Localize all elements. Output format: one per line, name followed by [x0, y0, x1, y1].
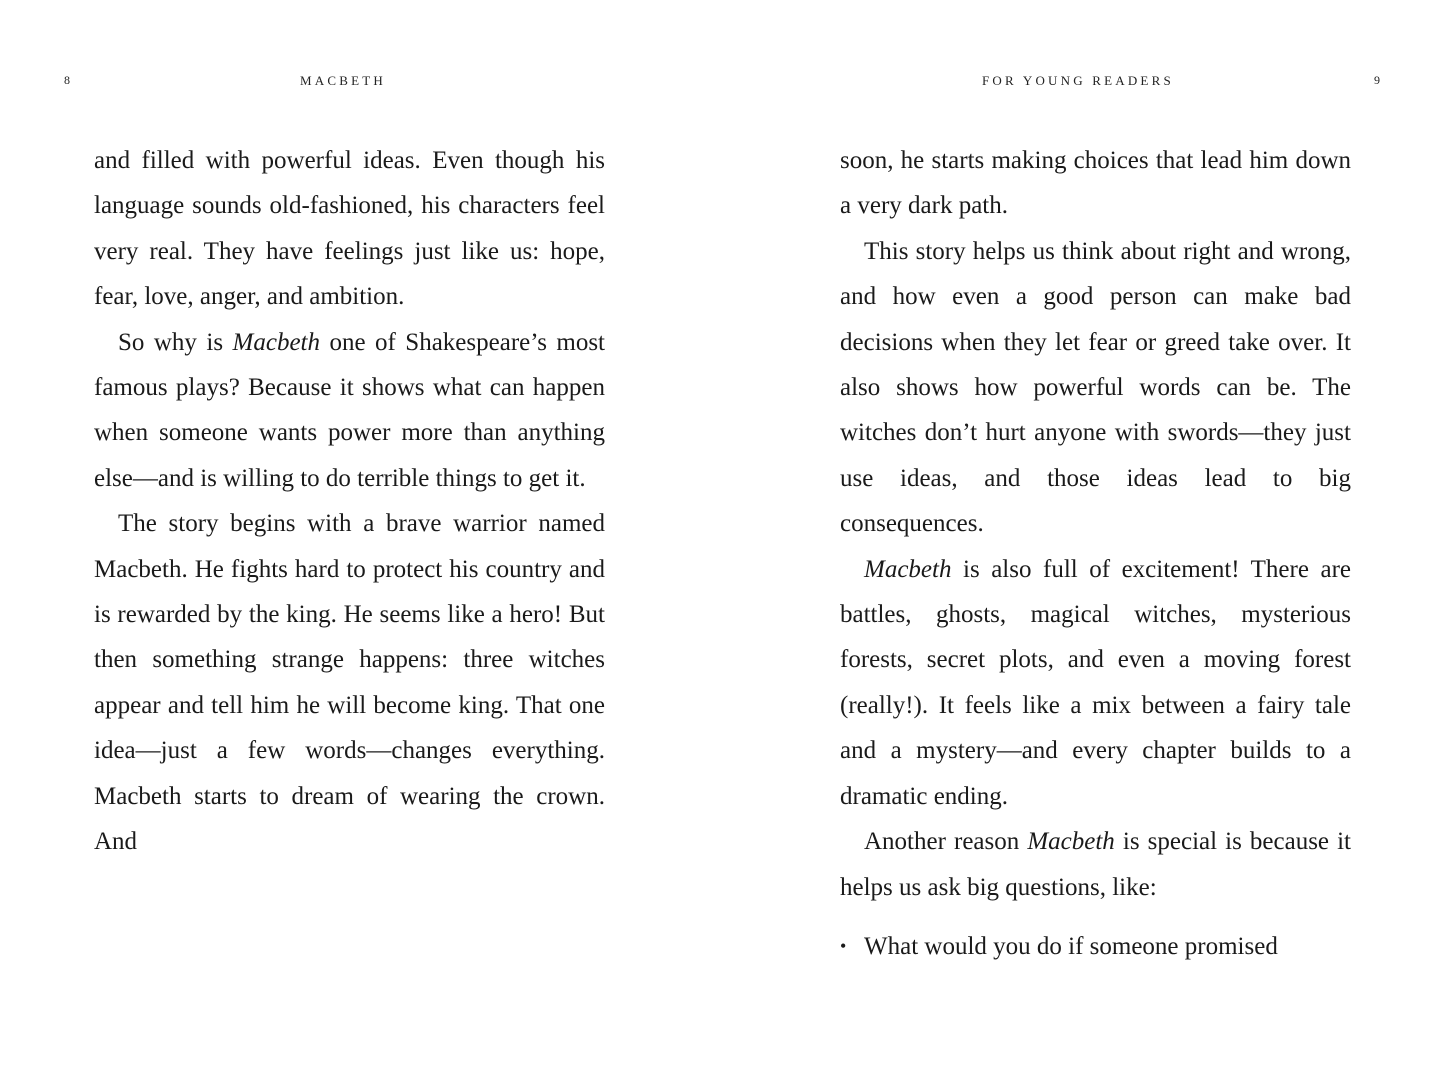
page-number: 8	[64, 73, 70, 87]
paragraph: Another reason Macbeth is special is because it helps us ask big questions, like:	[840, 828, 1352, 901]
left-page	[0, 0, 722, 1068]
body-text	[94, 138, 605, 865]
running-head: FOR YOUNG READERS	[982, 73, 1174, 88]
paragraph: So why is Macbeth one of Shakespeare’s most famous plays? Because it shows what can happen when someone wants power more than anything else—and is willing to do terrible things to get it.	[94, 328, 606, 492]
paragraph: Macbeth is also full of excitement! There are battles, ghosts, magical witches, mysterious forests, secret plots, and even a moving forest (really!). It feels like a mix between a fairy tale and a mystery—and every chapter builds to a dramatic ending.	[840, 555, 1351, 810]
book-title: Macbeth	[232, 328, 320, 356]
right-page	[723, 0, 1445, 1068]
page-number: 9	[1374, 73, 1380, 87]
book-title: Macbeth	[1027, 828, 1115, 856]
running-head: MACBETH	[300, 73, 386, 88]
paragraph: The story begins with a brave warrior named Macbeth. He fights hard to protect his country and is rewarded by the king. He seems like a hero! But then something strange happens: three witches appear and tell him he will become king. That one idea—just a few words—changes everything. Macbeth starts to dream of wearing the crown. And	[94, 510, 605, 856]
list-item: • What would you do if someone promised	[840, 924, 1351, 969]
paragraph: This story helps us think about right and wrong, and how even a good person can make bad decisions when they let fear or greed take over. It also shows how powerful words can be. The witches don’t hurt anyone with swords—they just use ideas, and those ideas lead to big consequences.	[840, 237, 1351, 538]
paragraph: soon, he starts making choices that lead him down a very dark path.	[840, 147, 1351, 220]
book-title: Macbeth	[864, 555, 952, 583]
body-text	[840, 138, 1351, 969]
paragraph: and filled with powerful ideas. Even though his language sounds old-fashioned, his characters feel very real. They have feelings just like us: hope, fear, love, anger, and ambition.	[94, 147, 605, 311]
bullet-icon: •	[840, 935, 847, 956]
question-list	[840, 924, 1351, 969]
